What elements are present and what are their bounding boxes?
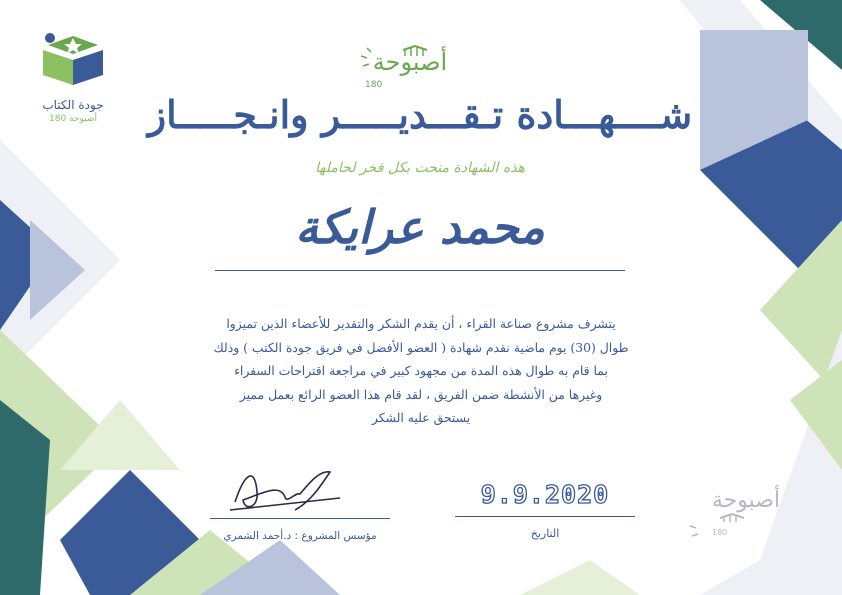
certificate-date: 9.9.2020	[480, 480, 610, 509]
corner-logo-number: 180	[712, 528, 728, 537]
certificate-body	[132, 312, 710, 430]
certificate-subtitle: هذه الشهادة منحت بكل فخر لحاملها	[315, 160, 525, 176]
name-underline	[215, 270, 625, 271]
corner-logo-text: أصبوحة	[711, 488, 781, 513]
signature-line	[210, 518, 390, 519]
body-line: يستحق عليه الشكر	[371, 410, 471, 425]
book-logo-subtitle: أصبوحة 180	[49, 114, 97, 124]
founder-label: مؤسس المشروع : د.أحمد الشمري	[223, 530, 377, 542]
top-logo-number: 180	[365, 80, 383, 90]
body-line: وغيرها من الأنشطة ضمن الفريق ، لقد قام هذا العضو الرائع بعمل مميز	[239, 386, 603, 402]
body-line: بما قام به طوال هذه المدة من مجهود كبير في مراجعة اقتراحات السفراء	[234, 363, 608, 378]
date-line	[455, 516, 635, 517]
recipient-name: محمد عرايكة	[295, 200, 545, 254]
top-logo-text: أصبوحة	[372, 48, 448, 76]
signature-image	[225, 462, 345, 518]
certificate-title: شــــهـــادة تـقـــديـــــر وانـجـــــاز	[147, 92, 693, 137]
book-star-icon	[38, 30, 108, 90]
body-line: طوال (30) يوم ماضية نقدم شهادة ( العضو الأفضل في فريق جودة الكتب ) وذلك	[213, 339, 629, 355]
body-line: يتشرف مشروع صناعة القراء ، أن يقدم الشكر والتقدير للأعضاء الذين تميزوا	[226, 316, 616, 331]
date-label: التاريخ	[530, 527, 560, 540]
book-logo-title: جودة الكتاب	[42, 98, 104, 112]
